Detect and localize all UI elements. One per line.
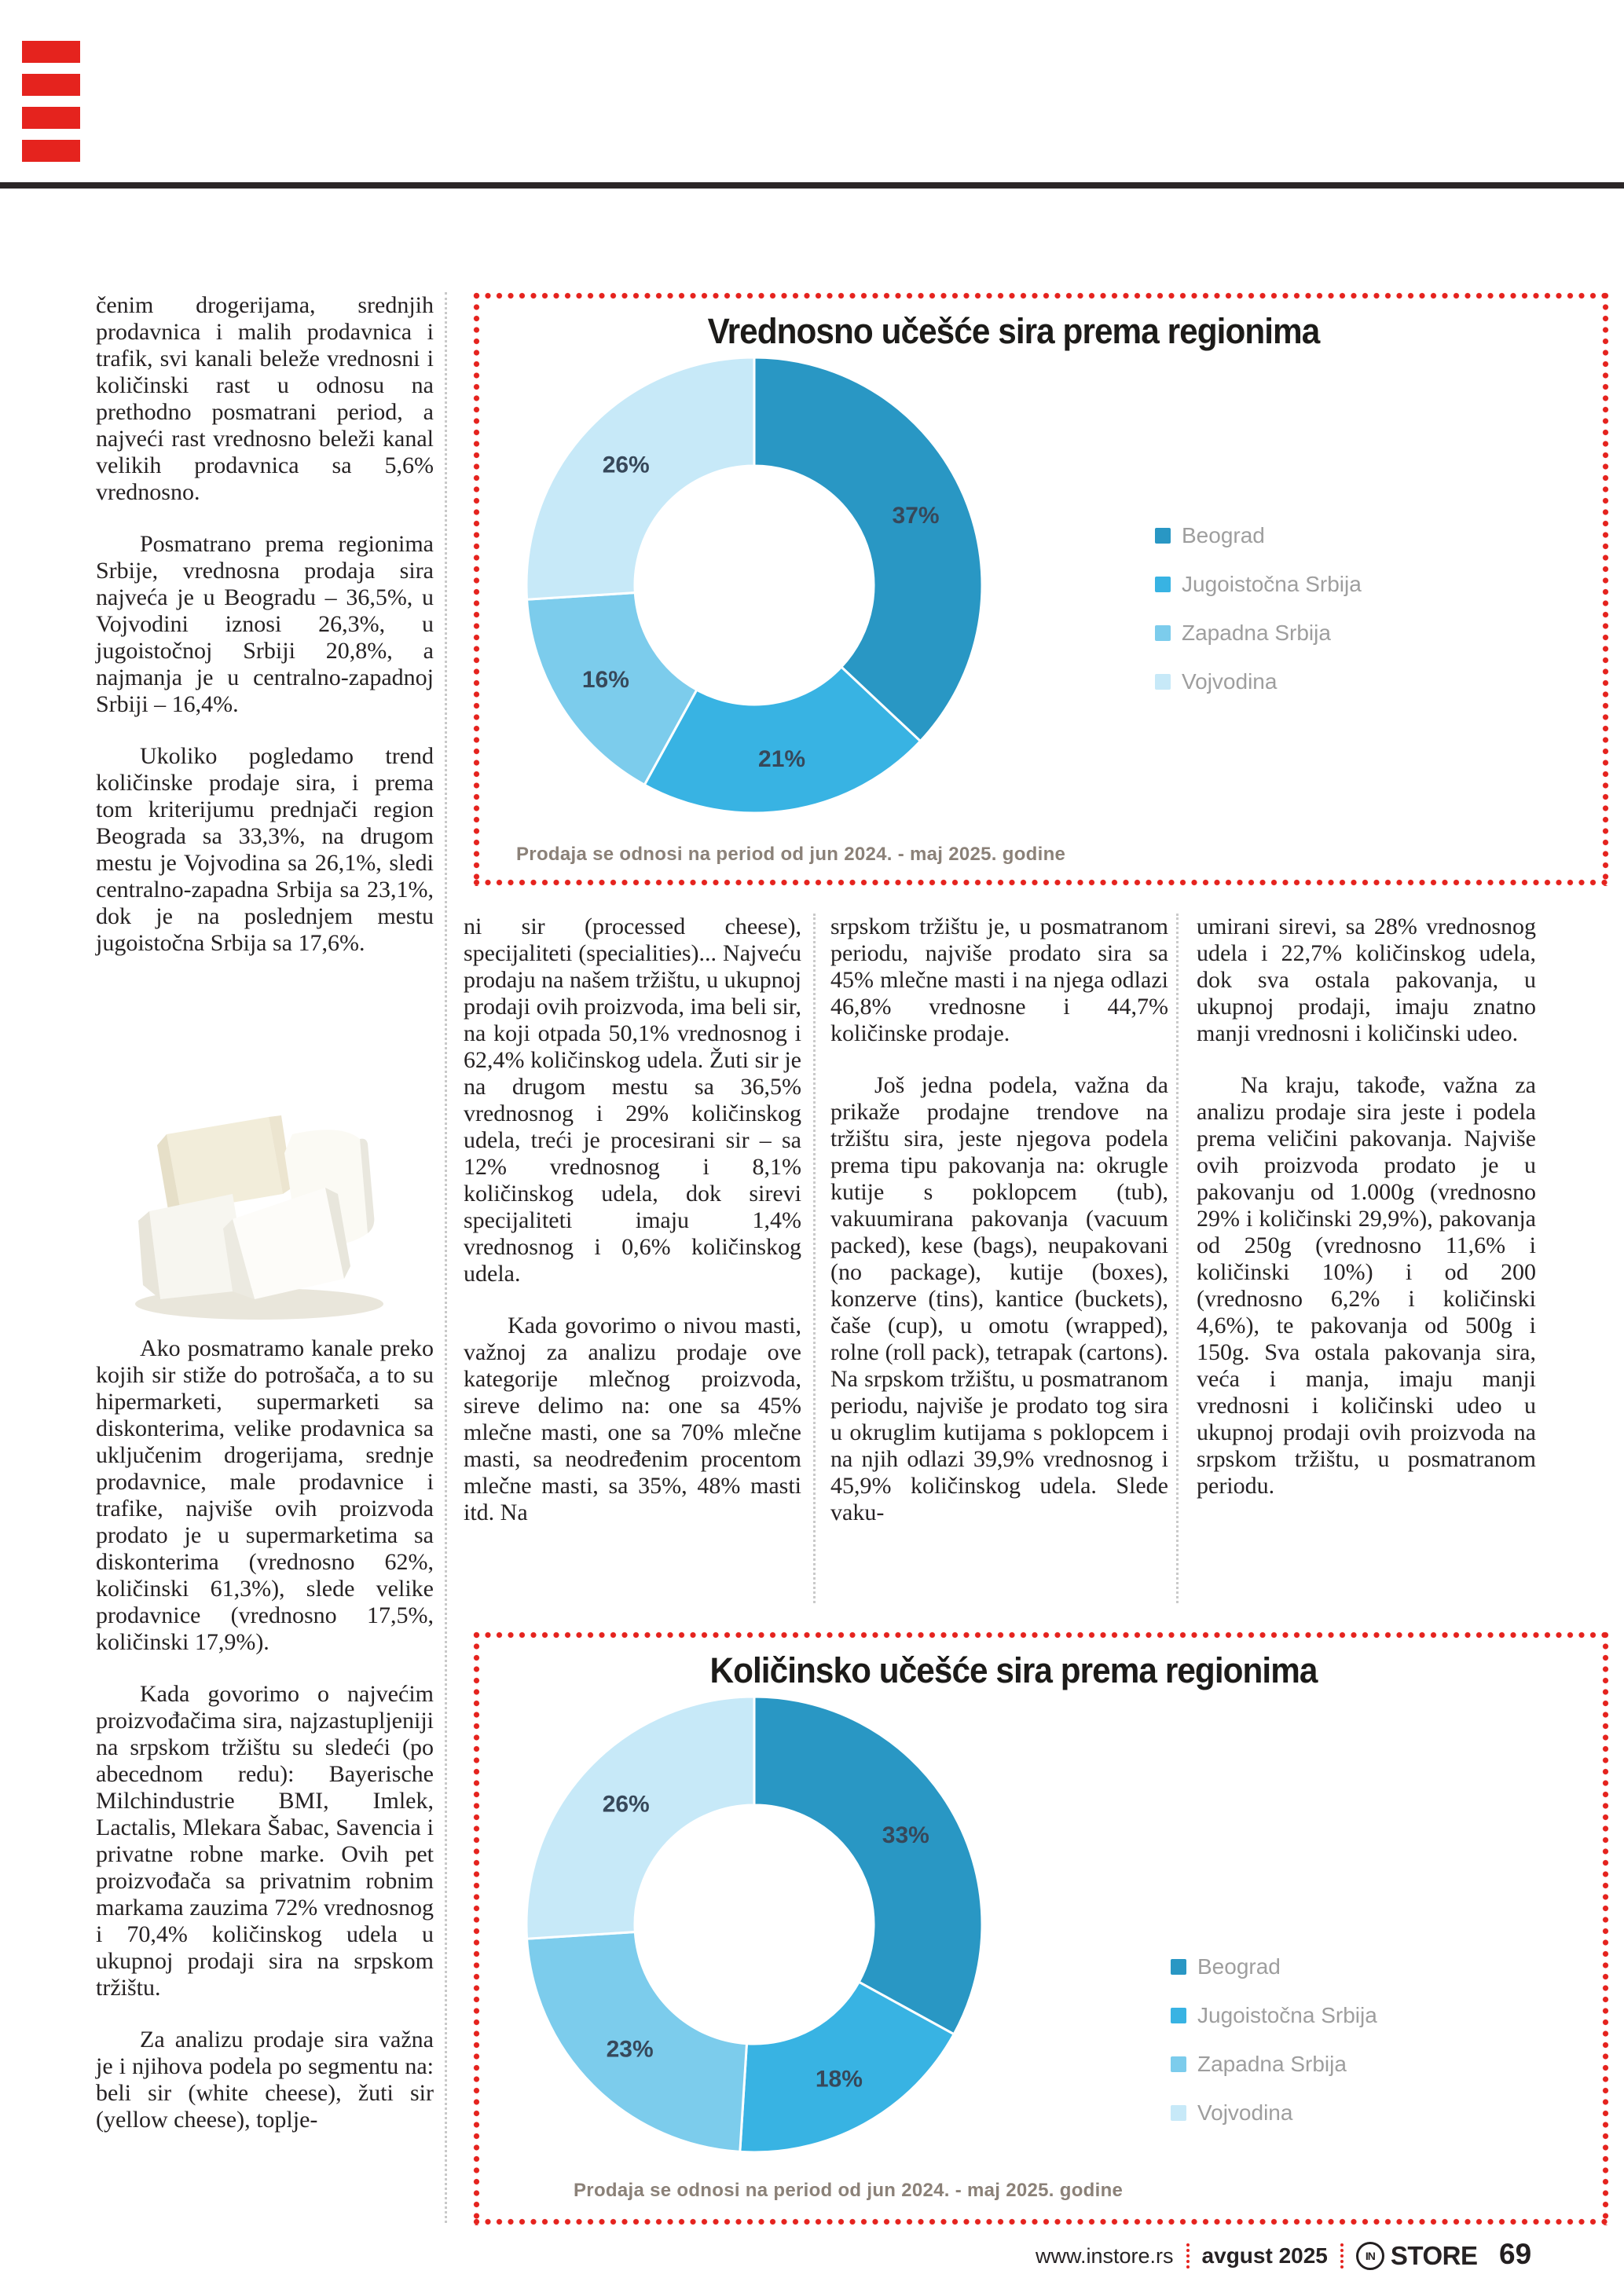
legend-item [1155, 671, 1362, 693]
legend-item [1171, 2102, 1377, 2124]
column-divider [813, 914, 816, 1603]
column-divider [1176, 914, 1179, 1603]
donut-chart [519, 1689, 990, 2160]
legend-swatch-icon [1171, 2105, 1186, 2121]
chart-footnote: Prodaja se odnosi na period od jun 2024. - maj 2025. godine [574, 2180, 1124, 2201]
paragraph: Ukoliko pogledamo trend količinske prodaje sira, i prema tom kriterijumu prednjači region Beograda sa 33,3%, na drugom mestu je Vojvodina sa 26,1%, sledi centralno-zapadna Srbija sa 23,1%, dok je na poslednjem mestu jugoistočna Srbija sa 17,6%. [96, 743, 434, 956]
store-logo [1356, 2241, 1478, 2271]
legend-swatch-icon [1171, 2008, 1186, 2023]
white-cheese-photo [115, 1093, 404, 1326]
legend-swatch-icon [1155, 625, 1171, 641]
left-column-bottom [96, 1335, 434, 2159]
paragraph: Na kraju, takođe, važna za analizu prodaje sira jeste i podela prema veličini pakovanja. Najviše ovih proizvoda prodato je u pakovanju od 1.000g (vrednosno 29% i količinski 29,9%), pakovanja od 250g (vrednosno 11,6% i količinski 10%) i od 200 (vrednosno 6,2% i količinski 4,6%), te pakovanja od 500g i 150g. Sva ostala pakovanja sira, veća i manja, imaju manji vrednosni i količinski udeo u ukupnoj prodaji ovih proizvoda na srpskom tržištu, u posmatranom periodu. [1197, 1072, 1536, 1499]
paragraph: Posmatrano prema regionima Srbije, vrednosna prodaja sira najveća je u Beogradu – 36,5%, u Vojvodini iznosi 26,3%, u jugoistočnoj Srbiji 20,8%, a najmanja je u centralno-zapadnoj Srbiji – 16,4%. [96, 531, 434, 717]
chart-footnote: Prodaja se odnosi na period od jun 2024. - maj 2025. godine [516, 844, 1066, 865]
text-column-2 [464, 914, 801, 1551]
legend-label: Beograd [1197, 1954, 1281, 1979]
slice-value-label: 26% [602, 1791, 650, 1818]
legend-label: Vojvodina [1197, 2100, 1293, 2125]
paragraph: ni sir (processed cheese), specijaliteti (specialities)... Najveću prodaju na našem tržištu, u ukupnoj prodaji ovih proizvoda, ima beli sir, na koji otpada 50,1% vrednosnog i 62,4% količinskog udela. Žuti sir je na drugom mestu sa 36,5% vrednosnog i 29% količinskog udela, treći je procesirani sir – sa 12% vrednosnog i 8,1% količinskog udela, dok sirevi specijaliteti imaju 1,4% vrednosnog i 0,6% količinskog udela. [464, 914, 801, 1287]
paragraph: Još jedna podela, važna da prikaže prodajne trendove na tržištu sira, jeste njegova podela prema tipu pakovanja na: okrugle kutije s poklopcem (tub), vakuumirana pakovanja (vacuum packed), kese (bags), neupakovani (no package), kutije (boxes), konzerve (tins), kantice (buckets), čaše (cup), u omotu (wrapped), rolne (roll pack), tetrapak (cartons). Na srpskom tržištu, u posmatranom periodu, najviše je prodato tog sira u okruglim kutijama s poklopcem i na njih odlazi 39,9% vrednosnog i 45,9% količinskog udela. Slede vaku- [830, 1072, 1168, 1525]
donut-slice-beograd [754, 357, 982, 742]
in-circle-logo-icon: IN [1356, 2242, 1384, 2270]
dotted-border-bottom [473, 879, 1609, 886]
chart-legend [1155, 525, 1362, 720]
store-logo-text: STORE [1390, 2241, 1478, 2270]
slice-value-label: 26% [602, 452, 650, 478]
slice-value-label: 18% [815, 2066, 863, 2093]
paragraph: čenim drogerijama, srednjih prodavnica i malih prodavnica i trafik, svi kanali beleže vrednosni i količinski rast u odnosu na prethodno posmatrani period, a najveći rast vrednosno beleži kanal velikih prodavnica sa 5,6% vrednosno. [96, 292, 434, 505]
value-share-chart-box [473, 292, 1609, 886]
legend-swatch-icon [1155, 528, 1171, 544]
legend-item [1171, 1956, 1377, 1978]
page-footer [1036, 2240, 1477, 2272]
chart-title: Količinsko učešće sira prema regionima [709, 1650, 1318, 1690]
issue-date: avgust 2025 [1201, 2243, 1328, 2268]
chart-title: Vrednosno učešće sira prema regionima [707, 311, 1320, 351]
legend-label: Beograd [1182, 523, 1265, 547]
corner-red-bars [22, 41, 80, 165]
column-divider [445, 292, 447, 2223]
legend-item [1155, 525, 1362, 547]
paragraph: umirani sirevi, sa 28% vrednosnog udela i 22,7% količinskog udela, dok sva ostala pakovanja, u ukupnoj prodaji, imaju znatno manji vrednosni i količinski udeo. [1197, 914, 1536, 1046]
paragraph: Kada govorimo o nivou masti, važnoj za analizu prodaje ove kategorije mlečnog proizvoda, sireve delimo na: one sa 45% mlečne masti, one sa 70% mlečne masti, sa neodređenim procentom mlečne masti, sa 35%, 48% masti itd. Na [464, 1313, 801, 1525]
footer-separator-icon [1340, 2243, 1344, 2269]
text-column-4 [1197, 914, 1536, 1525]
dotted-border-top [473, 1631, 1609, 1639]
slice-value-label: 37% [892, 503, 940, 529]
slice-value-label: 21% [758, 746, 806, 773]
volume-share-chart-box [473, 1631, 1609, 2225]
dotted-border-top [473, 292, 1609, 299]
page-number: 69 [1499, 2238, 1532, 2270]
legend-item [1155, 622, 1362, 644]
top-rule [0, 182, 1624, 189]
legend-label: Jugoistočna Srbija [1197, 2003, 1377, 2027]
website-text: www.instore.rs [1036, 2243, 1174, 2268]
dotted-border-left [473, 292, 480, 886]
slice-value-label: 23% [606, 2036, 654, 2063]
paragraph: Ako posmatramo kanale preko kojih sir stiže do potrošača, a to su hipermarketi, supermarketi sa diskonterima, velike prodavnica sa uključenim drogerijama, srednje prodavnice, male prodavnice i trafike, najviše ovih proizvoda prodato je u supermarketima sa diskonterima (vrednosno 62%, količinski 61,3%), slede velike prodavnice (vrednosno 17,5%, količinski 17,9%). [96, 1335, 434, 1655]
dotted-border-right [1602, 1631, 1609, 2225]
donut-slice-vojvodina [526, 1697, 754, 1939]
donut-slice-vojvodina [526, 357, 754, 599]
legend-label: Zapadna Srbija [1197, 2052, 1347, 2076]
paragraph: Za analizu prodaje sira važna je i njihova podela po segmentu na: beli sir (white cheese), žuti sir (yellow cheese), toplje- [96, 2027, 434, 2133]
paragraph: srpskom tržištu je, u posmatranom periodu, najviše prodato sira sa 45% mlečne masti i na njega odlazi 46,8% vrednosne i 44,7% količinske prodaje. [830, 914, 1168, 1046]
legend-swatch-icon [1155, 674, 1171, 690]
legend-item [1171, 2005, 1377, 2027]
footer-separator-icon [1186, 2243, 1190, 2269]
legend-label: Jugoistočna Srbija [1182, 572, 1362, 596]
legend-swatch-icon [1171, 1959, 1186, 1975]
legend-swatch-icon [1171, 2056, 1186, 2072]
legend-label: Vojvodina [1182, 669, 1278, 694]
dotted-border-left [473, 1631, 480, 2225]
dotted-border-right [1602, 292, 1609, 886]
donut-slice-beograd [754, 1697, 982, 2034]
legend-swatch-icon [1155, 577, 1171, 592]
text-column-3 [830, 914, 1168, 1551]
donut-chart [519, 350, 990, 821]
slice-value-label: 33% [882, 1822, 929, 1848]
left-column-top [96, 292, 434, 982]
legend-label: Zapadna Srbija [1182, 621, 1331, 645]
slice-value-label: 16% [581, 667, 629, 694]
legend-item [1171, 2053, 1377, 2075]
dotted-border-bottom [473, 2218, 1609, 2225]
chart-legend [1171, 1956, 1377, 2151]
paragraph: Kada govorimo o najvećim proizvođačima sira, najzastupljeniji na srpskom tržištu su sledeći (po abecednom redu): Bayerische Milchindustrie BMI, Imlek, Lactalis, Mlekara Šabac, Savencia i privatne robne marke. Ovih pet proizvođača sa privatnim robnim markama zauzima 72% vrednosnog i 70,4% količinskog udela u ukupnoj prodaji sira na srpskom tržištu. [96, 1681, 434, 2001]
legend-item [1155, 573, 1362, 595]
